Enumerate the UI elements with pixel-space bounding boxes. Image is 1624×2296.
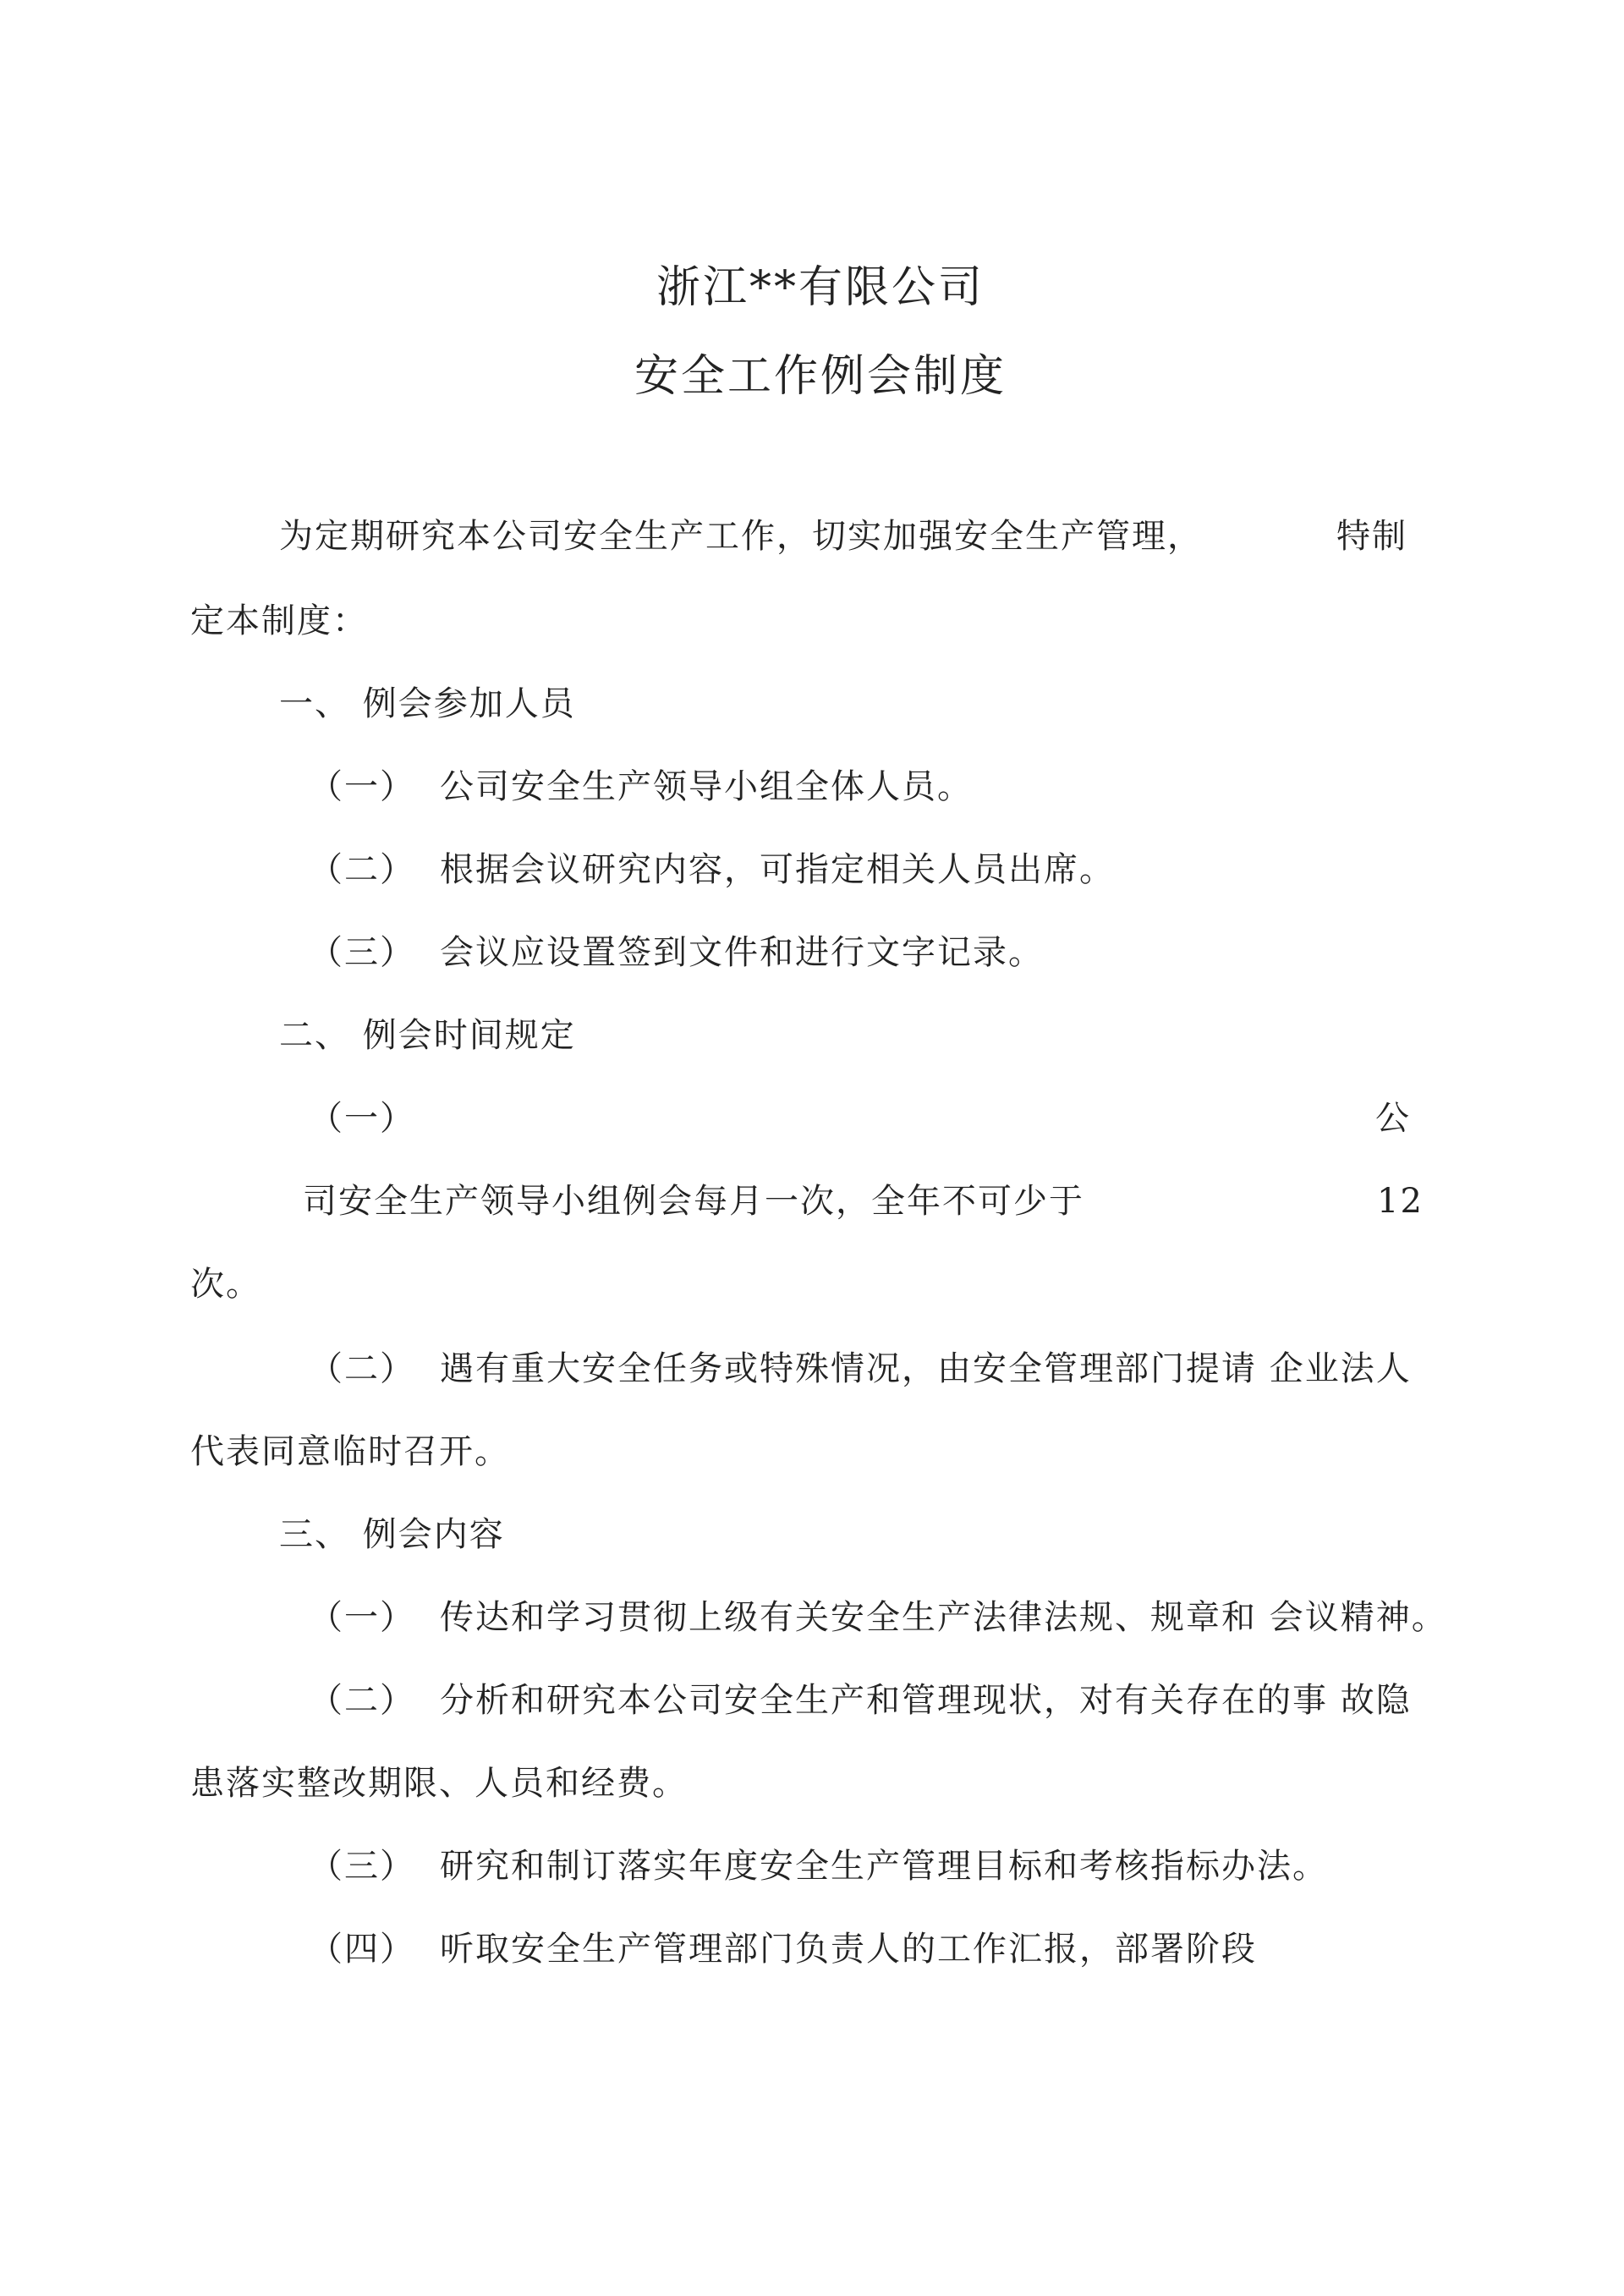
intro-line-2: 定本制度： (190, 601, 368, 640)
section-3-item-2-cont: 患落实整改期限、人员和经费。 (190, 1764, 688, 1803)
section-1-item-2-num: （二） (309, 850, 415, 889)
section-1-item-1-num: （一） (309, 767, 415, 806)
section-3-item-1-num: （一） (309, 1598, 415, 1637)
section-3-item-3-num: （三） (309, 1847, 415, 1886)
section-2-item-1-line-2: 司安全生产领导小组例会每月一次，全年不可少于 (303, 1182, 1084, 1221)
section-1-heading: 一、 例会参加人员 (279, 684, 576, 723)
document-title: 安全工作例会制度 (634, 351, 1007, 402)
section-2-item-2-num: （二） (309, 1349, 415, 1388)
intro-line-1-tail: 特制 (1336, 517, 1407, 556)
section-2-item-2-cont: 代表同意临时召开。 (190, 1432, 510, 1471)
company-name: 浙江**有限公司 (656, 262, 985, 313)
section-3-item-2-num: （二） (309, 1681, 415, 1720)
intro-line-1: 为定期研究本公司安全生产工作，切实加强安全生产管理， (279, 517, 1203, 556)
section-2-heading: 二、 例会时间规定 (279, 1016, 576, 1055)
section-2-item-1-line-2-tail: 12 (1377, 1182, 1424, 1221)
section-3-item-4-text: 听取安全生产管理部门负责人的工作汇报，部署阶段 (440, 1930, 1257, 1969)
section-2-item-2-text: 遇有重大安全任务或特殊情况，由安全管理部门提请 企业法人 (440, 1349, 1412, 1388)
section-2-item-1-num: （一） (309, 1099, 415, 1138)
section-2-item-1-tail: 公 (1375, 1099, 1411, 1138)
section-3-item-2-text: 分析和研究本公司安全生产和管理现状，对有关存在的事 故隐 (440, 1681, 1412, 1720)
section-3-item-4-num: （四） (309, 1930, 415, 1969)
section-2-item-1-line-3: 次。 (190, 1265, 261, 1304)
section-3-heading: 三、 例会内容 (279, 1515, 505, 1554)
section-3-item-3-text: 研究和制订落实年度安全生产管理目标和考核指标办法。 (440, 1847, 1328, 1886)
section-1-item-3-text: 会议应设置签到文件和进行文字记录。 (440, 933, 1044, 972)
section-3-item-1-text: 传达和学习贯彻上级有关安全生产法律法规、规章和 会议精神。 (440, 1598, 1447, 1637)
section-1-item-2-text: 根据会议研究内容，可指定相关人员出席。 (440, 850, 1115, 889)
section-1-item-1-text: 公司安全生产领导小组全体人员。 (440, 767, 973, 806)
section-1-item-3-num: （三） (309, 933, 415, 972)
